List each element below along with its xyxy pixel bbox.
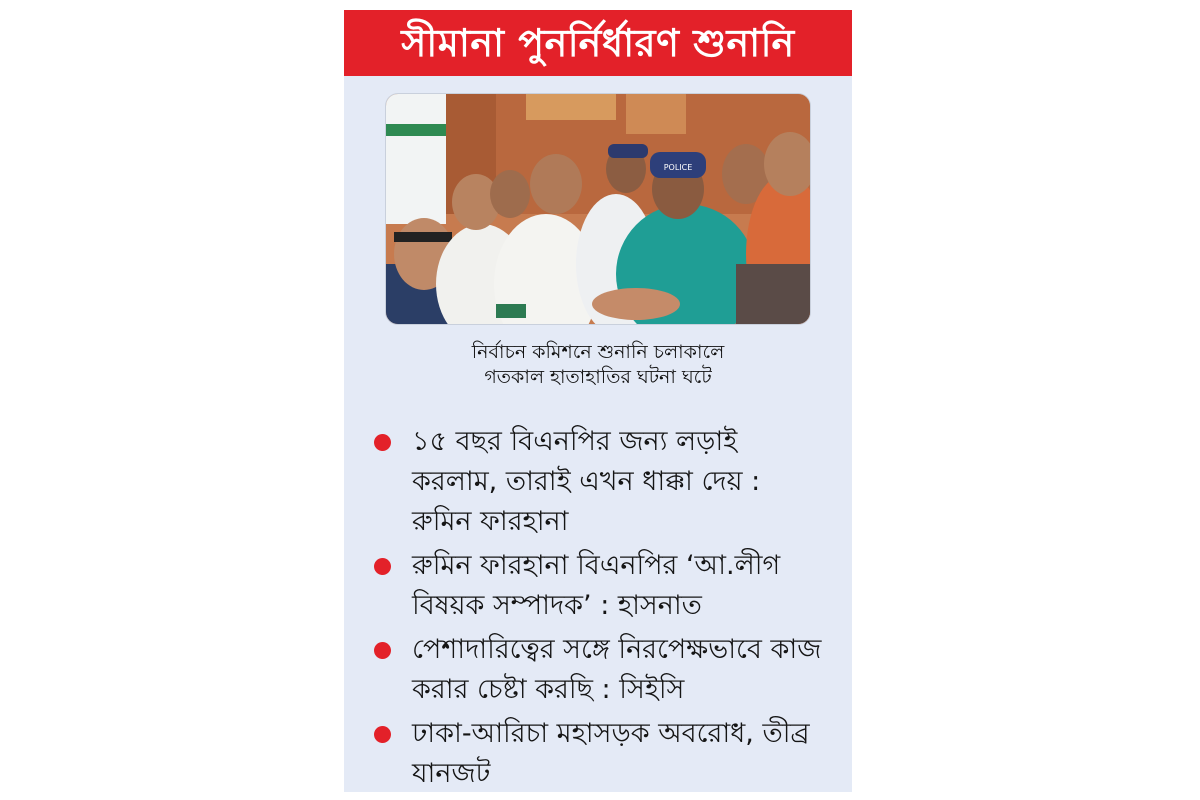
bullet-item <box>374 714 824 794</box>
photo-caption <box>344 340 852 390</box>
news-card <box>344 10 852 792</box>
headline-banner <box>344 10 852 76</box>
bullet-text: ১৫ বছর বিএনপির জন্য লড়াই করলাম, তারাই এখন ধাক্কা দেয় : রুমিন ফারহানা <box>412 426 761 537</box>
bullet-list <box>374 422 824 798</box>
caption-line-2: গতকাল হাতাহাতির ঘটনা ঘটে <box>484 366 712 388</box>
headline: সীমানা পুনর্নির্ধারণ শুনানি <box>401 21 795 65</box>
bullet-dot-icon <box>374 434 391 451</box>
bullet-dot-icon <box>374 726 391 743</box>
police-cap-text: POLICE <box>663 163 693 172</box>
bullet-item <box>374 422 824 542</box>
bullet-item <box>374 546 824 626</box>
news-photo <box>386 94 810 324</box>
bullet-dot-icon <box>374 642 391 659</box>
bullet-item <box>374 630 824 710</box>
bullet-text: পেশাদারিত্বের সঙ্গে নিরপেক্ষভাবে কাজ করার চেষ্টা করছি : সিইসি <box>412 634 822 705</box>
caption-line-1: নির্বাচন কমিশনে শুনানি চলাকালে <box>471 341 725 363</box>
bullet-text: রুমিন ফারহানা বিএনপির ‘আ.লীগ বিষয়ক সম্পাদক’ : হাসনাত <box>412 550 781 621</box>
bullet-text: ঢাকা-আরিচা মহাসড়ক অবরোধ, তীব্র যানজট <box>412 718 810 789</box>
bullet-dot-icon <box>374 558 391 575</box>
photo-illustration <box>386 94 810 324</box>
